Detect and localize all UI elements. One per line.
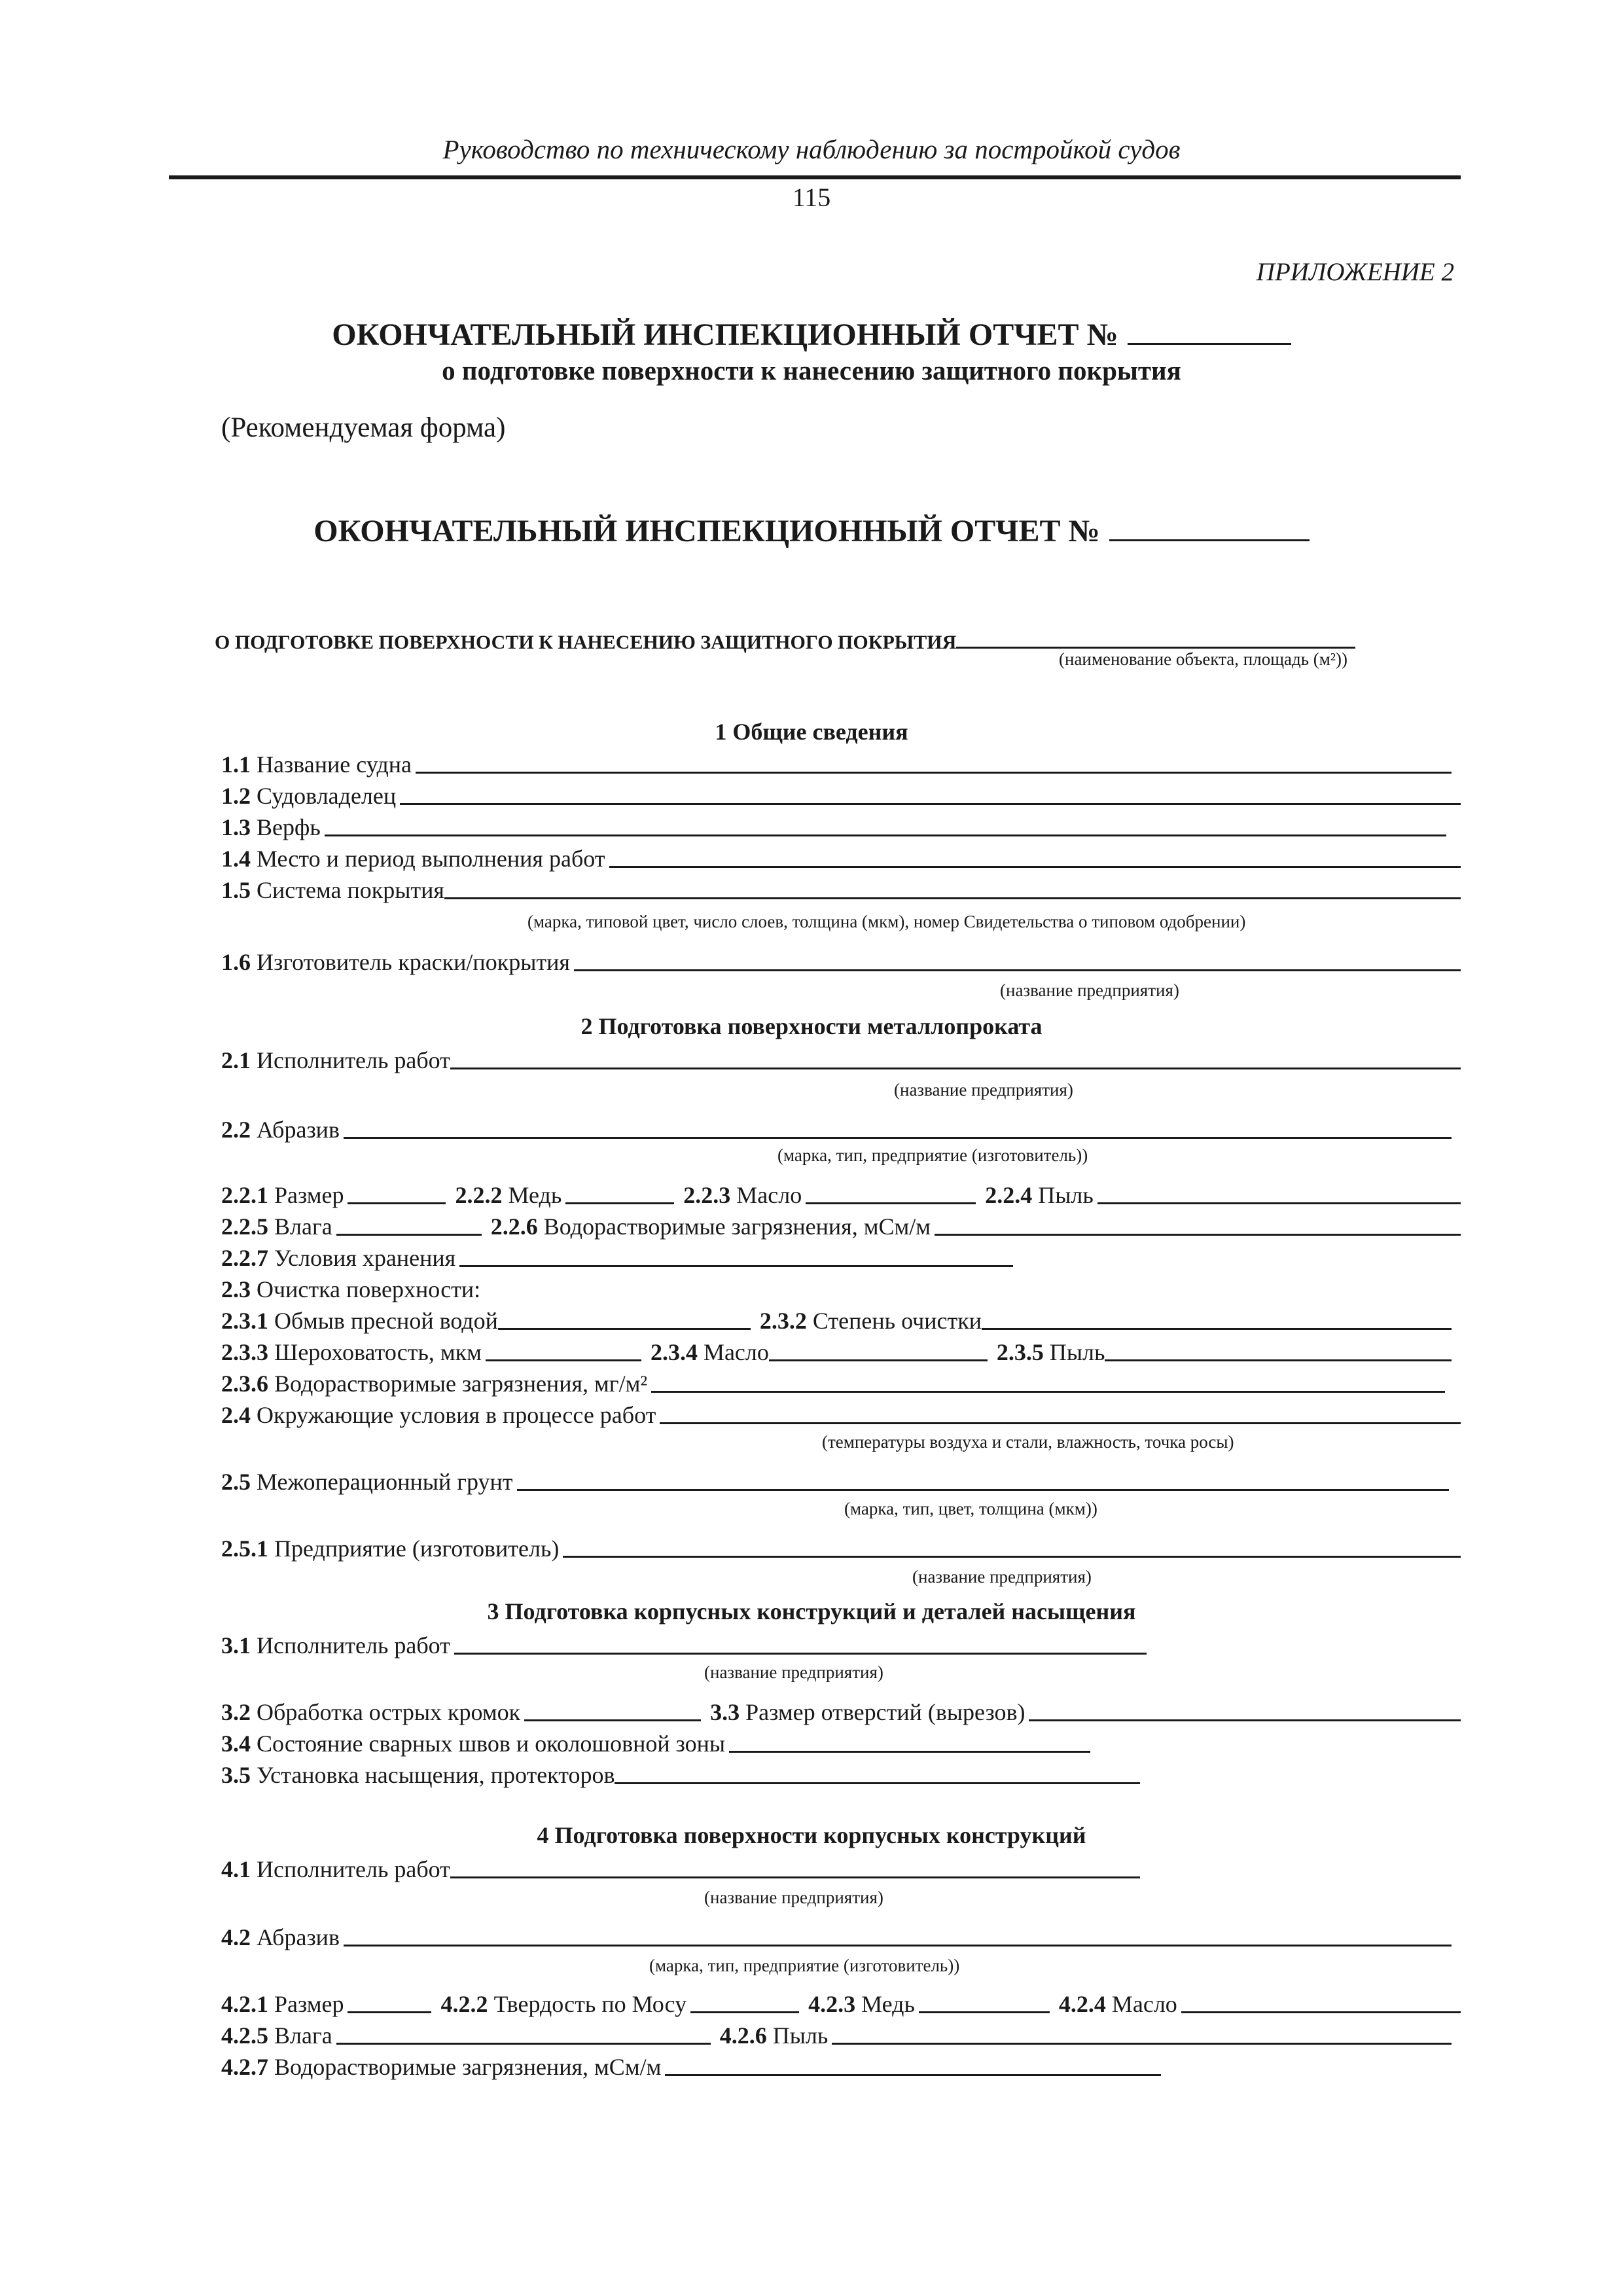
abrasive-oil-input[interactable] bbox=[806, 1183, 976, 1204]
shop-primer-input[interactable] bbox=[517, 1469, 1449, 1491]
paint-manufacturer-input[interactable] bbox=[574, 950, 1461, 971]
shipyard-input[interactable] bbox=[325, 815, 1446, 836]
field-label: 1.4 Место и период выполнения работ bbox=[221, 846, 605, 872]
coating-system-note: (марка, типовой цвет, число слоев, толщина (мкм), номер Свидетельства о типовом одобрении) bbox=[527, 912, 1246, 931]
field-label: 3.3 Размер отверстий (вырезов) bbox=[710, 1699, 1026, 1725]
field-label: 2.2.5 Влага bbox=[221, 1213, 332, 1240]
form-number-field[interactable] bbox=[1109, 516, 1310, 541]
hull-abrasive-size-input[interactable] bbox=[348, 1992, 431, 2013]
field-row-2-3-1 bbox=[221, 1304, 1452, 1333]
section-1-heading: 1 Общие сведения bbox=[715, 719, 908, 745]
field-row-4-2-1 bbox=[221, 1987, 1461, 2016]
report-title bbox=[0, 319, 1623, 351]
hull-abrasive-dust-input[interactable] bbox=[832, 2023, 1452, 2045]
field-label: 2.2.7 Условия хранения bbox=[221, 1245, 456, 1271]
paint-manufacturer-note: (название предприятия) bbox=[1000, 980, 1179, 1000]
abrasive-input[interactable] bbox=[344, 1117, 1452, 1139]
field-label: 4.2.2 Твердость по Мосу bbox=[440, 1991, 687, 2017]
welds-condition-input[interactable] bbox=[729, 1731, 1090, 1753]
field-row-4-2-5 bbox=[221, 2018, 1452, 2047]
field-label: 2.2.6 Водорастворимые загрязнения, мСм/м bbox=[490, 1213, 931, 1240]
contractor-input[interactable] bbox=[450, 1048, 1461, 1069]
field-row-1-2 bbox=[221, 779, 1461, 808]
shop-primer-note: (марка, тип, цвет, толщина (мкм)) bbox=[844, 1499, 1097, 1518]
report-title-text: ОКОНЧАТЕЛЬНЫЙ ИНСПЕКЦИОННЫЙ ОТЧЕТ № bbox=[332, 317, 1118, 352]
field-label: 2.3.6 Водорастворимые загрязнения, мг/м² bbox=[221, 1371, 648, 1397]
surface-soluble-contaminants-input[interactable] bbox=[651, 1371, 1445, 1393]
field-row-4-2-7 bbox=[221, 2050, 1161, 2079]
field-label: 3.4 Состояние сварных швов и околошовной зоны bbox=[221, 1731, 726, 1757]
field-row-1-5 bbox=[221, 873, 1461, 902]
coating-system-input[interactable] bbox=[444, 878, 1461, 899]
sharp-edges-input[interactable] bbox=[524, 1700, 701, 1721]
field-row-3-5 bbox=[221, 1758, 1140, 1787]
field-label: 2.3.3 Шероховатость, мкм bbox=[221, 1339, 482, 1365]
field-row-1-4 bbox=[221, 842, 1461, 870]
field-label: 2.2.4 Пыль bbox=[985, 1182, 1094, 1208]
field-label: 1.1 Название судна bbox=[221, 751, 412, 778]
field-row-2-3-6 bbox=[221, 1367, 1445, 1395]
field-label: 2.2.3 Масло bbox=[683, 1182, 802, 1208]
field-row-1-3 bbox=[221, 810, 1446, 839]
hull-contractor-input[interactable] bbox=[454, 1633, 1147, 1655]
section-3-heading: 3 Подготовка корпусных конструкций и деталей насыщения bbox=[487, 1598, 1136, 1624]
abrasive-moisture-input[interactable] bbox=[336, 1214, 482, 1236]
hull-abrasive-input[interactable] bbox=[344, 1925, 1452, 1946]
field-row-2-2-7 bbox=[221, 1241, 1013, 1270]
field-label: 4.2.1 Размер bbox=[221, 1991, 344, 2017]
field-label: 2.3.2 Степень очистки bbox=[759, 1308, 982, 1334]
field-row-4-1 bbox=[221, 1852, 1140, 1881]
field-row-2-2-5 bbox=[221, 1210, 1461, 1238]
report-number-field[interactable] bbox=[1128, 319, 1291, 345]
field-label: 2.3 Очистка поверхности: bbox=[221, 1276, 481, 1302]
section-4-heading: 4 Подготовка поверхности корпусных конструкций bbox=[537, 1822, 1086, 1848]
field-label: 2.2.2 Медь bbox=[455, 1182, 562, 1208]
hull-abrasive-note: (марка, тип, предприятие (изготовитель)) bbox=[649, 1956, 960, 1975]
field-label: 1.6 Изготовитель краски/покрытия bbox=[221, 949, 570, 975]
field-label: 4.2.6 Пыль bbox=[719, 2022, 829, 2049]
ship-name-input[interactable] bbox=[416, 752, 1452, 774]
roughness-input[interactable] bbox=[486, 1340, 641, 1361]
hull-contractor-note: (название предприятия) bbox=[704, 1662, 883, 1682]
hull-surface-contractor-input[interactable] bbox=[450, 1857, 1140, 1878]
ambient-conditions-note: (температуры воздуха и стали, влажность, точка росы) bbox=[822, 1432, 1234, 1452]
hull-abrasive-soluble-contaminants-input[interactable] bbox=[665, 2054, 1161, 2076]
ambient-conditions-input[interactable] bbox=[660, 1403, 1461, 1424]
field-label: 4.2.7 Водорастворимые загрязнения, мСм/м bbox=[221, 2054, 662, 2080]
field-label: 1.2 Судовладелец bbox=[221, 783, 397, 809]
field-label: 4.2.4 Масло bbox=[1058, 1991, 1177, 2017]
report-subtitle: о подготовке поверхности к нанесению защитного покрытия bbox=[442, 355, 1181, 386]
field-label: 4.2.5 Влага bbox=[221, 2022, 332, 2049]
field-label: 2.4 Окружающие условия в процессе работ bbox=[221, 1402, 656, 1428]
form-subtitle-text: О ПОДГОТОВКЕ ПОВЕРХНОСТИ К НАНЕСЕНИЮ ЗАЩИТНОГО ПОКРЫТИЯ bbox=[215, 632, 957, 653]
openings-size-input[interactable] bbox=[1029, 1700, 1461, 1721]
field-row-1-6 bbox=[221, 945, 1461, 974]
abrasive-copper-input[interactable] bbox=[565, 1183, 674, 1204]
abrasive-dust-input[interactable] bbox=[1097, 1183, 1461, 1204]
field-label: 4.1 Исполнитель работ bbox=[221, 1856, 450, 1882]
shipowner-input[interactable] bbox=[400, 783, 1461, 805]
field-label: 1.3 Верфь bbox=[221, 814, 321, 840]
field-label: 2.1 Исполнитель работ bbox=[221, 1047, 450, 1073]
cleanliness-degree-input[interactable] bbox=[982, 1308, 1452, 1330]
field-row-2-4 bbox=[221, 1398, 1461, 1427]
hull-abrasive-copper-input[interactable] bbox=[919, 1992, 1050, 2013]
field-label: 1.5 Система покрытия bbox=[221, 877, 444, 903]
freshwater-wash-input[interactable] bbox=[498, 1308, 751, 1330]
surface-dust-input[interactable] bbox=[1105, 1340, 1452, 1361]
field-label: 2.3.5 Пыль bbox=[996, 1339, 1105, 1365]
field-label: 2.3.4 Масло bbox=[650, 1339, 769, 1365]
outfitting-anodes-input[interactable] bbox=[615, 1763, 1140, 1784]
field-row-2-2-1 bbox=[221, 1178, 1461, 1207]
field-row-2-5 bbox=[221, 1465, 1449, 1494]
field-label: 2.2.1 Размер bbox=[221, 1182, 344, 1208]
field-label: 2.5 Межоперационный грунт bbox=[221, 1469, 513, 1495]
section-2-heading: 2 Подготовка поверхности металлопроката bbox=[580, 1013, 1043, 1039]
form-subtitle-note: (наименование объекта, площадь (м²)) bbox=[1059, 649, 1347, 669]
mohs-hardness-input[interactable] bbox=[690, 1992, 799, 2013]
surface-oil-input[interactable] bbox=[769, 1340, 988, 1361]
field-row-2-5-1 bbox=[221, 1532, 1461, 1560]
field-label: 3.1 Исполнитель работ bbox=[221, 1632, 450, 1659]
object-name-field[interactable] bbox=[956, 630, 1355, 649]
field-row-4-2 bbox=[221, 1920, 1452, 1949]
running-header: Руководство по техническому наблюдению за постройкой судов bbox=[442, 134, 1181, 164]
contractor-note: (название предприятия) bbox=[894, 1080, 1073, 1100]
recommended-form-label: (Рекомендуемая форма) bbox=[221, 412, 506, 443]
field-label: 4.2 Абразив bbox=[221, 1924, 340, 1950]
primer-manufacturer-input[interactable] bbox=[563, 1536, 1461, 1558]
abrasive-note: (марка, тип, предприятие (изготовитель)) bbox=[777, 1145, 1088, 1165]
header-rule bbox=[169, 175, 1461, 179]
field-label: 3.5 Установка насыщения, протекторов bbox=[221, 1762, 615, 1788]
abrasive-soluble-contaminants-input[interactable] bbox=[935, 1214, 1461, 1236]
field-label: 2.2 Абразив bbox=[221, 1117, 340, 1143]
field-label: 2.3.1 Обмыв пресной водой bbox=[221, 1308, 498, 1334]
storage-conditions-input[interactable] bbox=[459, 1246, 1013, 1267]
form-title bbox=[0, 516, 1623, 547]
hull-abrasive-moisture-input[interactable] bbox=[336, 2023, 711, 2045]
field-label: 3.2 Обработка острых кромок bbox=[221, 1699, 521, 1725]
field-row-2-3-3 bbox=[221, 1335, 1452, 1364]
hull-surface-contractor-note: (название предприятия) bbox=[704, 1888, 883, 1907]
form-title-text: ОКОНЧАТЕЛЬНЫЙ ИНСПЕКЦИОННЫЙ ОТЧЕТ № bbox=[313, 514, 1100, 548]
field-row-3-4 bbox=[221, 1727, 1090, 1755]
primer-manufacturer-note: (название предприятия) bbox=[912, 1567, 1092, 1587]
abrasive-size-input[interactable] bbox=[348, 1183, 446, 1204]
field-label: 4.2.3 Медь bbox=[808, 1991, 915, 2017]
field-row-2-2 bbox=[221, 1113, 1452, 1141]
work-place-period-input[interactable] bbox=[609, 846, 1461, 868]
appendix-label: ПРИЛОЖЕНИЕ 2 bbox=[1256, 258, 1454, 286]
field-row-2-1 bbox=[221, 1043, 1461, 1072]
field-label: 2.5.1 Предприятие (изготовитель) bbox=[221, 1535, 560, 1562]
field-row-3-1 bbox=[221, 1628, 1147, 1657]
field-row-1-1 bbox=[221, 747, 1452, 776]
field-row-3-2 bbox=[221, 1695, 1461, 1724]
hull-abrasive-oil-input[interactable] bbox=[1181, 1992, 1461, 2013]
field-row-2-3 bbox=[221, 1272, 1461, 1301]
page-number: 115 bbox=[792, 183, 831, 212]
